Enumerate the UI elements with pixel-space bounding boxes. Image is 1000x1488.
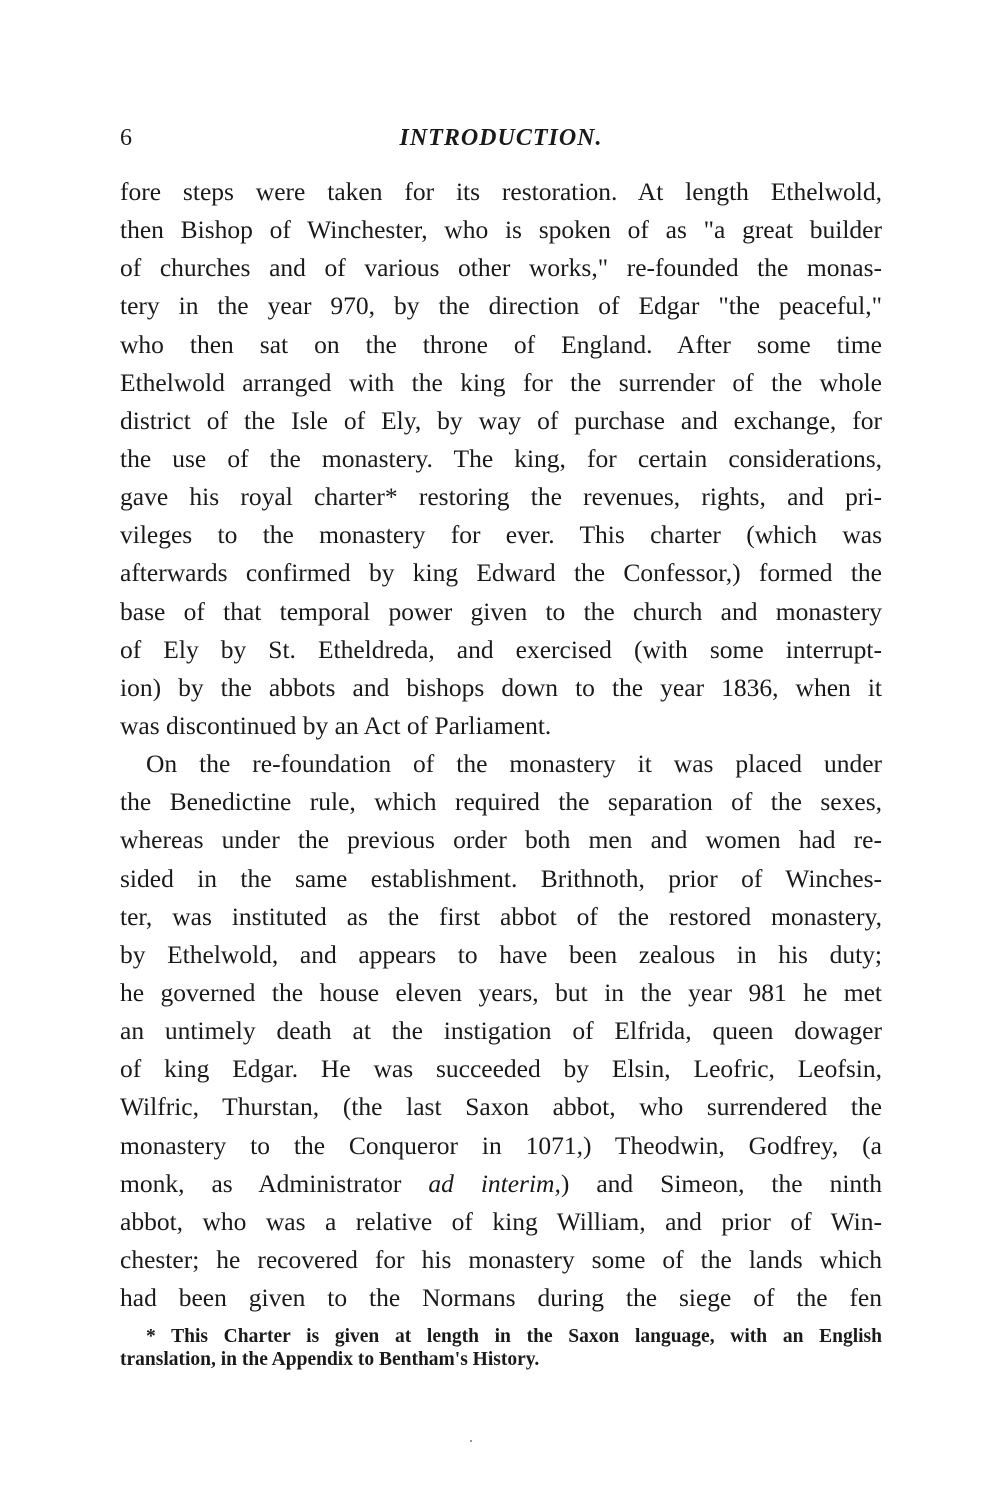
text-line: tery in the year 970, by the direction of Edgar "the peaceful," <box>120 291 882 321</box>
text-line: gave his royal charter* restoring the revenues, rights, and pri- <box>120 482 882 512</box>
running-title: INTRODUCTION. <box>399 125 603 151</box>
text-run: ) and Simeon, the ninth <box>560 1168 882 1198</box>
text-line: Wilfric, Thurstan, (the last Saxon abbot, who surrendered the <box>120 1092 882 1122</box>
text-line: the use of the monastery. The king, for certain considerations, <box>120 443 882 473</box>
text-line: by Ethelwold, and appears to have been zealous in his duty; <box>120 939 882 969</box>
body-text <box>120 173 882 1317</box>
text-line-with-italic <box>120 1165 882 1203</box>
text-line: ion) by the abbots and bishops down to the year 1836, when it <box>120 672 882 702</box>
italic-phrase: ad interim, <box>428 1168 561 1198</box>
print-speck <box>470 1440 472 1442</box>
text-line: of king Edgar. He was succeeded by Elsin, Leofric, Leofsin, <box>120 1054 882 1084</box>
paragraph-start-line: On the re-foundation of the monastery it was placed under <box>146 749 882 779</box>
text-line: abbot, who was a relative of king William, and prior of Win- <box>120 1206 882 1236</box>
text-line: monastery to the Conqueror in 1071,) Theodwin, Godfrey, (a <box>120 1130 882 1160</box>
text-line: the Benedictine rule, which required the separation of the sexes, <box>120 787 882 817</box>
text-line: afterwards confirmed by king Edward the Confessor,) formed the <box>120 558 882 588</box>
text-line: base of that temporal power given to the church and monastery <box>120 596 882 626</box>
text-line: then Bishop of Winchester, who is spoken of as "a great builder <box>120 215 882 245</box>
text-line: had been given to the Normans during the siege of the fen <box>120 1283 882 1313</box>
paragraph-end-line: was discontinued by an Act of Parliament. <box>120 710 552 740</box>
footnote-line: translation, in the Appendix to Bentham's History. <box>120 1349 540 1370</box>
text-line: chester; he recovered for his monastery some of the lands which <box>120 1244 882 1274</box>
text-run: monk, as Administrator <box>120 1168 429 1198</box>
text-line: sided in the same establishment. Brithnoth, prior of Winches- <box>120 863 882 893</box>
text-line: ter, was instituted as the first abbot of the restored monastery, <box>120 901 882 931</box>
text-line: an untimely death at the instigation of Elfrida, queen dowager <box>120 1016 882 1046</box>
text-line: whereas under the previous order both men and women had re- <box>120 825 882 855</box>
footnote <box>120 1325 882 1371</box>
footnote-line: * This Charter is given at length in the Saxon language, with an English <box>146 1326 882 1347</box>
page-header <box>120 122 882 154</box>
page-number: 6 <box>120 125 132 151</box>
text-line: of Ely by St. Etheldreda, and exercised (with some interrupt- <box>120 634 882 664</box>
text-line: fore steps were taken for its restoration. At length Ethelwold, <box>120 177 882 206</box>
text-line: he governed the house eleven years, but in the year 981 he met <box>120 977 882 1007</box>
text-line: Ethelwold arranged with the king for the surrender of the whole <box>120 367 882 397</box>
text-line: vileges to the monastery for ever. This charter (which was <box>120 520 882 550</box>
text-line: of churches and of various other works," re-founded the monas- <box>120 253 882 283</box>
text-line: who then sat on the throne of England. After some time <box>120 329 882 359</box>
text-line: district of the Isle of Ely, by way of purchase and exchange, for <box>120 405 882 435</box>
